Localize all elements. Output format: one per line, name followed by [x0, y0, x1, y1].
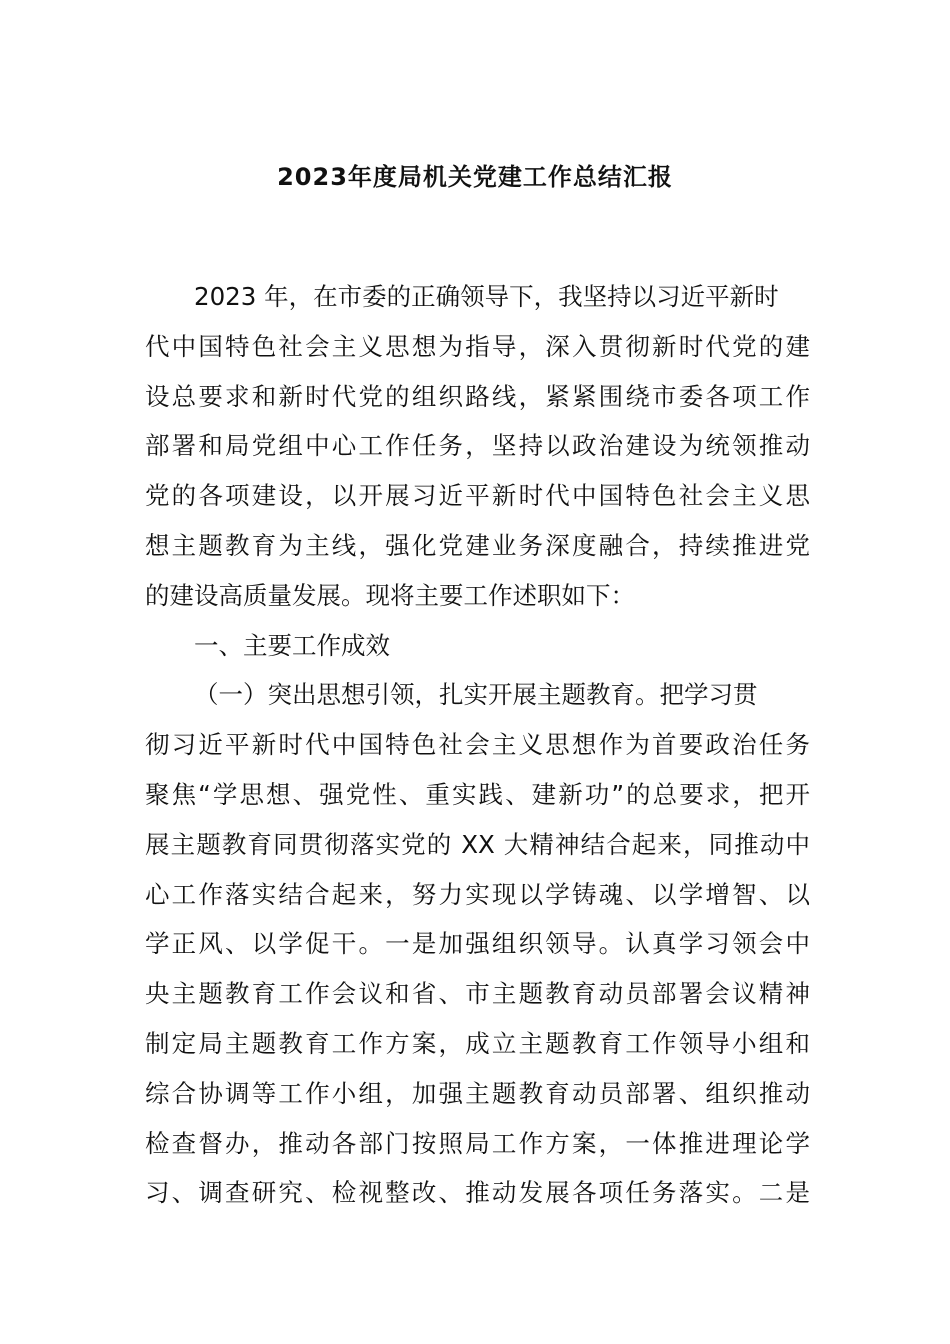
paragraph-line: 展主题教育同贯彻落实党的 XX 大精神结合起来，同推动中 [145, 829, 810, 859]
paragraph-line: 习、调查研究、检视整改、推动发展各项任务落实。二是 [145, 1178, 810, 1208]
section-heading: 一、主要工作成效 [194, 630, 390, 660]
paragraph-line: 代中国特色社会主义思想为指导，深入贯彻新时代党的建 [145, 331, 810, 361]
paragraph-line: 央主题教育工作会议和省、市主题教育动员部署会议精神 [145, 979, 810, 1009]
paragraph-line: 彻习近平新时代中国特色社会主义思想作为首要政治任务 [145, 730, 810, 760]
paragraph-line: 心工作落实结合起来，努力实现以学铸魂、以学增智、以 [145, 879, 810, 909]
paragraph-line: 设总要求和新时代党的组织路线，紧紧围绕市委各项工作 [145, 381, 810, 411]
document-title: 2023年度局机关党建工作总结汇报 [277, 163, 673, 191]
paragraph-line: 部署和局党组中心工作任务，坚持以政治建设为统领推动 [145, 431, 810, 461]
paragraph-line: 聚焦“学思想、强党性、重实践、建新功”的总要求，把开 [145, 779, 810, 809]
paragraph-line: 检查督办，推动各部门按照局工作方案，一体推进理论学 [145, 1128, 810, 1158]
paragraph-line: 的建设高质量发展。现将主要工作述职如下： [145, 580, 635, 610]
paragraph-line: （一）突出思想引领，扎实开展主题教育。把学习贯 [194, 680, 758, 710]
paragraph-line: 综合协调等工作小组，加强主题教育动员部署、组织推动 [145, 1078, 810, 1108]
paragraph-line: 学正风、以学促干。一是加强组织领导。认真学习领会中 [145, 929, 810, 959]
paragraph-line: 想主题教育为主线，强化党建业务深度融合，持续推进党 [145, 530, 810, 560]
paragraph-line: 2023 年，在市委的正确领导下，我坚持以习近平新时 [194, 282, 779, 311]
paragraph-line: 制定局主题教育工作方案，成立主题教育工作领导小组和 [145, 1028, 810, 1058]
document-body [145, 272, 810, 1218]
paragraph-line: 党的各项建设，以开展习近平新时代中国特色社会主义思 [145, 481, 810, 511]
